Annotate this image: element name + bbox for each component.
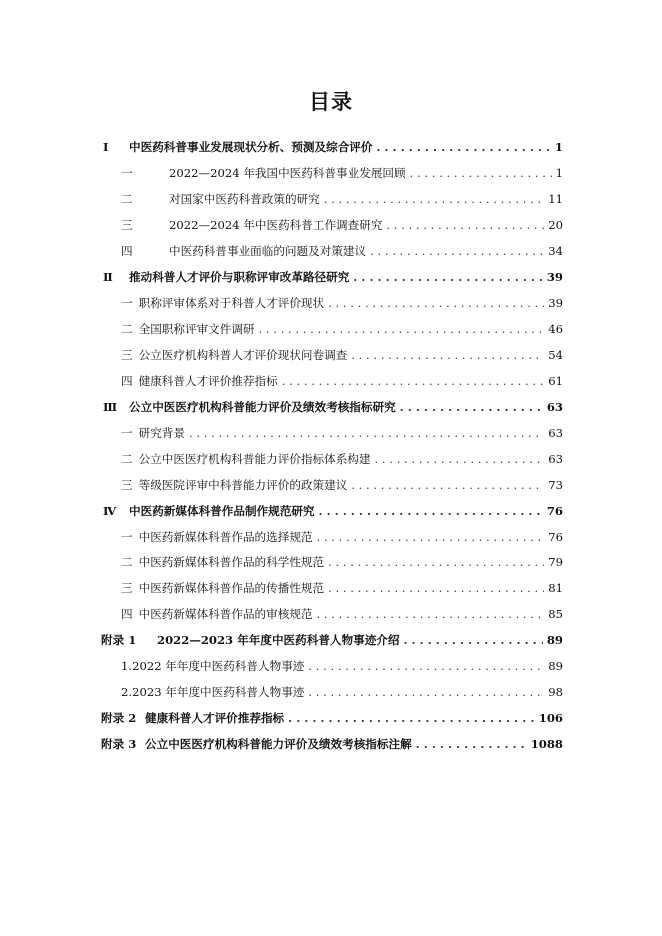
toc-entry-number: 二 (121, 451, 133, 466)
toc-entry-number: 二 (121, 555, 133, 570)
toc-entry-page-number: 1 (554, 139, 563, 154)
toc-entry-number: 附录 2 (101, 711, 137, 726)
toc-entry-number: 三 (121, 217, 133, 232)
toc-entry-title: 研究背景 (138, 425, 185, 440)
toc-entry-title: 2022 年年度中医药科普人物事迹 (132, 659, 305, 674)
toc-leader-dots (328, 581, 544, 595)
toc-entry-number: Ⅳ (103, 503, 117, 518)
toc-entry-number: 四 (121, 373, 133, 388)
toc-entry[interactable] (101, 134, 563, 160)
toc-entry-title: 公立中医医疗机构科普能力评价指标体系构建 (138, 451, 371, 466)
toc-entry-page-number: 89 (546, 633, 563, 648)
toc-entry-page-number: 85 (548, 607, 563, 622)
toc-entry-title: 中医药新媒体科普作品的选择规范 (138, 529, 313, 544)
toc-leader-dots (308, 685, 544, 699)
toc-entry-page-number: 39 (546, 269, 563, 284)
toc-entry[interactable] (101, 550, 563, 576)
toc-leader-dots (328, 555, 544, 569)
toc-leader-dots (403, 633, 542, 647)
toc-leader-dots (308, 659, 544, 673)
toc-entry-page-number: 46 (548, 321, 563, 336)
toc-entry-page-number: 63 (548, 425, 563, 440)
toc-leader-dots (416, 737, 527, 751)
toc-leader-dots (375, 452, 545, 466)
toc-entry[interactable] (101, 316, 563, 342)
toc-entry-page-number: 11 (548, 191, 563, 206)
table-of-contents (101, 134, 563, 757)
toc-entry-page-number: 76 (548, 529, 563, 544)
toc-entry-title: 公立中医医疗机构科普能力评价及绩效考核指标注解 (145, 737, 412, 752)
toc-entry-number: 二 (121, 321, 133, 336)
toc-entry[interactable] (101, 705, 563, 731)
toc-entry-page-number: 61 (548, 373, 563, 388)
toc-entry-title: 全国职称评审文件调研 (138, 321, 255, 336)
toc-entry-title: 中医药新媒体科普作品的传播性规范 (138, 581, 325, 596)
toc-entry[interactable] (101, 679, 563, 705)
toc-entry-number: 三 (121, 581, 133, 596)
toc-entry-number: 三 (121, 347, 133, 362)
toc-entry[interactable] (101, 601, 563, 627)
toc-leader-dots (376, 140, 550, 154)
toc-leader-dots (319, 504, 543, 518)
toc-entry-number: 2. (121, 685, 133, 700)
toc-entry-page-number: 1088 (530, 737, 563, 752)
toc-entry[interactable] (101, 731, 563, 757)
toc-entry-page-number: 39 (548, 295, 563, 310)
toc-leader-dots (324, 192, 545, 206)
page-title: 目录 (309, 89, 353, 114)
toc-entry-number: 四 (121, 243, 133, 258)
toc-entry-title: 公立中医医疗机构科普能力评价及绩效考核指标研究 (129, 399, 396, 414)
toc-entry-number: 附录 3 (101, 737, 137, 752)
toc-entry[interactable] (101, 524, 563, 550)
toc-leader-dots (259, 322, 545, 336)
toc-entry-number: 二 (121, 191, 133, 206)
toc-entry-title: 公立医疗机构科普人才评价现状问卷调查 (138, 347, 348, 362)
toc-entry[interactable] (101, 627, 563, 653)
toc-leader-dots (288, 711, 535, 725)
toc-leader-dots (400, 400, 543, 414)
toc-entry-page-number: 63 (548, 451, 563, 466)
toc-leader-dots (282, 374, 544, 388)
toc-entry-title: 健康科普人才评价推荐指标 (145, 711, 285, 726)
toc-leader-dots (386, 218, 544, 232)
toc-entry-page-number: 79 (548, 555, 563, 570)
toc-entry-page-number: 63 (546, 399, 563, 414)
toc-entry-title: 2022—2024 年我国中医药科普事业发展回顾 (169, 165, 406, 180)
toc-entry[interactable] (101, 290, 563, 316)
toc-entry-number: Ⅰ (103, 139, 109, 154)
toc-entry-title: 对国家中医药科普政策的研究 (169, 191, 320, 206)
toc-entry-page-number: 1 (555, 165, 563, 180)
toc-entry-title: 健康科普人才评价推荐指标 (138, 373, 278, 388)
toc-entry[interactable] (101, 653, 563, 679)
toc-entry-title: 推动科普人才评价与职称评审改革路径研究 (129, 269, 350, 284)
toc-entry-page-number: 54 (548, 347, 563, 362)
toc-entry-number: Ⅲ (103, 399, 118, 414)
toc-entry-title: 中医药科普事业面临的问题及对策建议 (169, 243, 367, 258)
toc-entry-title: 等级医院评审中科普能力评价的政策建议 (138, 477, 348, 492)
toc-entry[interactable] (101, 186, 563, 212)
toc-entry-number: 一 (121, 425, 133, 440)
toc-entry[interactable] (101, 575, 563, 601)
toc-entry-page-number: 106 (538, 711, 563, 726)
toc-entry-number: 一 (121, 295, 133, 310)
toc-leader-dots (351, 348, 544, 362)
toc-entry-number: Ⅱ (103, 269, 113, 284)
toc-entry-page-number: 89 (548, 659, 563, 674)
toc-entry[interactable] (101, 498, 563, 524)
toc-entry-number: 四 (121, 607, 133, 622)
toc-entry-title: 职称评审体系对于科普人才评价现状 (138, 295, 325, 310)
toc-leader-dots (351, 478, 544, 492)
toc-leader-dots (353, 270, 543, 284)
toc-entry-page-number: 98 (548, 685, 563, 700)
toc-entry[interactable] (101, 394, 563, 420)
toc-entry[interactable] (101, 420, 563, 446)
toc-entry-title: 2022—2023 年年度中医药科普人物事迹介绍 (157, 633, 400, 648)
toc-entry-number: 附录 1 (101, 633, 137, 648)
toc-entry[interactable] (101, 368, 563, 394)
toc-entry-number: 一 (121, 165, 133, 180)
toc-leader-dots (189, 426, 544, 440)
toc-entry[interactable] (101, 238, 563, 264)
toc-leader-dots (410, 166, 552, 180)
toc-entry-page-number: 34 (548, 243, 563, 258)
toc-entry[interactable] (101, 446, 563, 472)
toc-entry[interactable] (101, 472, 563, 498)
toc-entry-title: 中医药科普事业发展现状分析、预测及综合评价 (129, 139, 373, 154)
toc-leader-dots (370, 244, 544, 258)
toc-entry-title: 2022—2024 年中医药科普工作调查研究 (169, 217, 383, 232)
toc-entry-title: 中医药新媒体科普作品的科学性规范 (138, 555, 325, 570)
toc-entry[interactable] (101, 342, 563, 368)
toc-entry-title: 中医药新媒体科普作品制作规范研究 (129, 503, 315, 518)
toc-entry-page-number: 76 (546, 503, 563, 518)
toc-entry-number: 三 (121, 477, 133, 492)
toc-entry-number: 1. (121, 659, 133, 674)
toc-entry-title: 2023 年年度中医药科普人物事迹 (132, 685, 305, 700)
toc-entry-page-number: 81 (548, 581, 563, 596)
toc-leader-dots (328, 296, 544, 310)
toc-leader-dots (317, 607, 545, 621)
toc-entry-page-number: 20 (548, 217, 563, 232)
toc-entry-page-number: 73 (548, 477, 563, 492)
toc-entry[interactable] (101, 264, 563, 290)
toc-entry-title: 中医药新媒体科普作品的审核规范 (138, 607, 313, 622)
toc-entry-number: 一 (121, 529, 133, 544)
toc-entry[interactable] (101, 212, 563, 238)
toc-leader-dots (317, 530, 545, 544)
toc-entry[interactable] (101, 160, 563, 186)
